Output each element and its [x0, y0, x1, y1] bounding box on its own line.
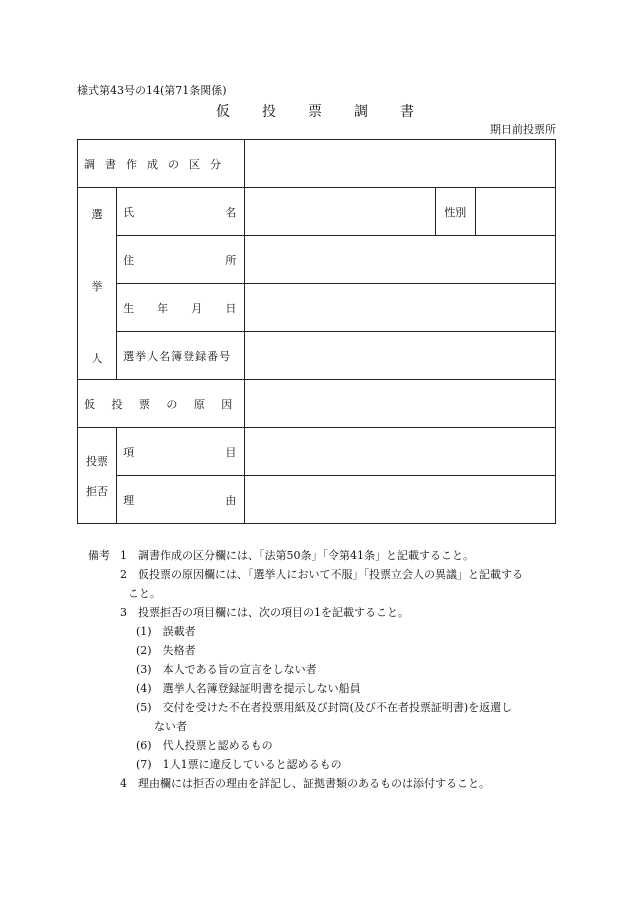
- address-label-char: 住: [123, 253, 135, 267]
- note-4: 4 理由欄には拒否の理由を詳記し、証拠書類のあるものは添付すること。: [120, 777, 490, 790]
- birthdate-row: [78, 284, 556, 332]
- reason-row: [78, 380, 556, 428]
- sub-item-5: (5) 交付を受けた不在者投票用紙及び封筒(及び不在者投票証明書)を返還し: [136, 701, 513, 714]
- birthdate-label-char: 月: [191, 301, 203, 315]
- birthdate-label: [117, 284, 245, 332]
- grounds-field[interactable]: [245, 476, 556, 524]
- reason-label-char: 因: [221, 397, 233, 411]
- registry-label-value: 選挙人名簿登録番号: [123, 349, 232, 363]
- reason-label: [78, 380, 245, 428]
- gender-field[interactable]: [475, 188, 555, 236]
- name-field[interactable]: [245, 188, 435, 236]
- sub-item-4: (4) 選挙人名簿登録証明書を提示しない船員: [136, 682, 361, 695]
- voter-char: 選: [91, 207, 103, 221]
- polling-location: 期日前投票所: [490, 123, 556, 136]
- birthdate-label-char: 生: [123, 301, 135, 315]
- refusal-char: 拒否: [86, 484, 109, 498]
- grounds-label: [117, 476, 245, 524]
- sub-item-5-cont: ない者: [154, 720, 187, 733]
- grounds-label-char: 理: [123, 493, 135, 507]
- voter-group-label-text: [78, 196, 116, 372]
- note-2-cont: こと。: [128, 587, 161, 600]
- note-1: [88, 546, 558, 565]
- item-field[interactable]: [245, 428, 556, 476]
- voter-char: 人: [91, 351, 103, 365]
- item-label: [117, 428, 245, 476]
- reason-field[interactable]: [245, 380, 556, 428]
- grounds-label-char: 由: [225, 493, 237, 507]
- note-1-text: 1 調書作成の区分欄には、「法第50条」「令第41条」と記載すること。: [120, 549, 474, 562]
- name-label-char: 名: [225, 205, 237, 219]
- registry-row: [78, 332, 556, 380]
- name-label: [117, 188, 245, 236]
- name-row: [78, 188, 556, 236]
- refusal-item-row: [78, 428, 556, 476]
- voter-char: 挙: [91, 279, 103, 293]
- address-field[interactable]: [245, 236, 556, 284]
- sub-item-6: (6) 代人投票と認めるもの: [136, 739, 273, 752]
- reason-label-char: の: [166, 397, 178, 411]
- reason-label-char: 投: [111, 397, 123, 411]
- note-3: 3 投票拒否の項目欄には、次の項目の1を記載すること。: [120, 606, 409, 619]
- sub-item-2: (2) 失格者: [136, 644, 196, 657]
- category-label: [78, 140, 245, 188]
- title-char: 仮: [216, 104, 230, 120]
- address-label-char: 所: [225, 253, 237, 267]
- page-title: [0, 101, 630, 121]
- notes-section: [88, 546, 558, 793]
- category-row: [78, 140, 556, 188]
- title-char: 調: [354, 104, 368, 120]
- refusal-grounds-row: [78, 476, 556, 524]
- category-field[interactable]: [245, 140, 556, 188]
- address-row: [78, 236, 556, 284]
- name-label-char: 氏: [123, 205, 135, 219]
- note-2: 2 仮投票の原因欄には、「選挙人において不服」「投票立会人の異議」と記載する: [120, 568, 523, 581]
- refusal-char: 投票: [86, 454, 109, 468]
- sub-item-1: (1) 誤載者: [136, 625, 196, 638]
- category-label-text: [78, 156, 244, 172]
- category-label-value: 調書作成の区分: [84, 157, 231, 171]
- sub-item-3: (3) 本人である旨の宣言をしない者: [136, 663, 317, 676]
- title-char: 投: [262, 104, 276, 120]
- item-label-char: 項: [123, 445, 135, 459]
- sub-item-7: (7) 1人1票に違反していると認めるもの: [136, 758, 342, 771]
- provisional-vote-form-table: [77, 139, 556, 524]
- notes-heading: 備考: [88, 549, 110, 562]
- birthdate-label-char: 日: [225, 301, 237, 315]
- title-char: 書: [400, 104, 414, 120]
- registry-field[interactable]: [245, 332, 556, 380]
- reason-label-char: 票: [138, 397, 150, 411]
- item-label-char: 目: [225, 445, 237, 459]
- address-label: [117, 236, 245, 284]
- birthdate-label-char: 年: [157, 301, 169, 315]
- registry-label: [117, 332, 245, 380]
- birthdate-field[interactable]: [245, 284, 556, 332]
- refusal-group-label: [78, 428, 117, 524]
- form-id: 様式第43号の14(第71条関係): [77, 84, 227, 97]
- reason-label-char: 仮: [84, 397, 95, 411]
- gender-label: 性別: [435, 188, 475, 236]
- voter-group-label: [78, 188, 117, 380]
- reason-label-char: 原: [193, 397, 205, 411]
- title-char: 票: [308, 104, 322, 120]
